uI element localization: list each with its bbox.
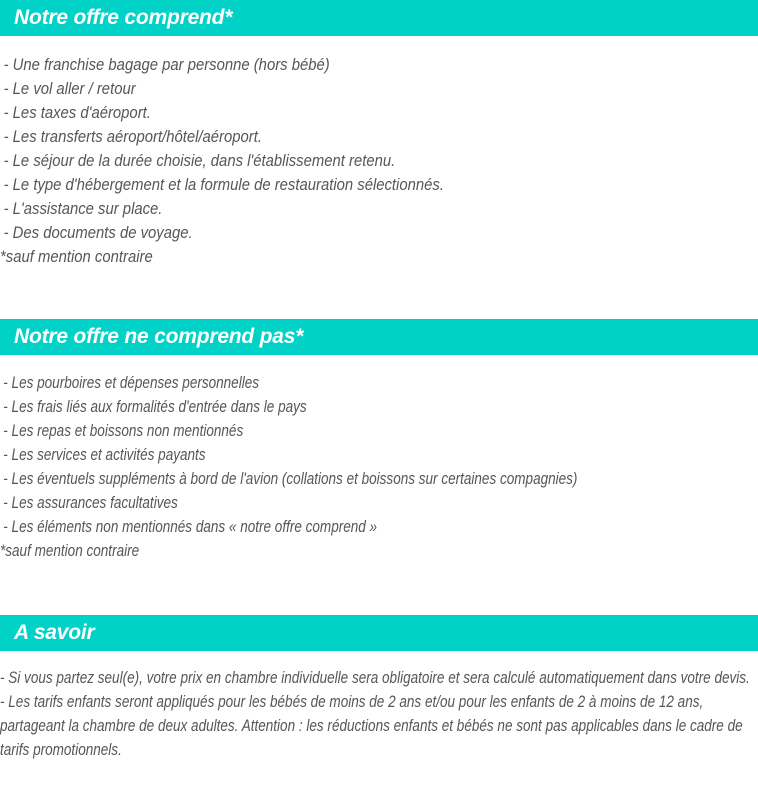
section-good-to-know	[0, 615, 758, 762]
list-item: - Les taxes d'aéroport.	[3, 104, 151, 122]
list-item: - Les pourboires et dépenses personnelles	[3, 374, 260, 392]
list-item: - Les repas et boissons non mentionnés	[3, 422, 244, 440]
list-item: - Des documents de voyage.	[3, 224, 193, 242]
footnote: *sauf mention contraire	[0, 542, 140, 560]
footnote: *sauf mention contraire	[0, 248, 153, 266]
list-item: - Les services et activités payants	[3, 446, 206, 464]
offer-includes-list	[0, 53, 758, 245]
list-item: - Les éléments non mentionnés dans « notre offre comprend »	[3, 518, 378, 536]
section-title: Notre offre comprend*	[14, 6, 233, 29]
list-item: - Une franchise bagage par personne (hors bébé)	[3, 56, 330, 74]
section-body	[0, 355, 758, 615]
section-offer-includes	[0, 0, 758, 319]
good-to-know-list	[0, 666, 758, 762]
list-item: - Le vol aller / retour	[3, 80, 136, 98]
list-item: - Les frais liés aux formalités d'entrée dans le pays	[3, 398, 307, 416]
section-title: A savoir	[14, 621, 95, 644]
section-header-bar	[0, 0, 758, 36]
list-item: - Le type d'hébergement et la formule de restauration sélectionnés.	[3, 176, 444, 194]
section-body	[0, 651, 758, 762]
list-item: - Si vous partez seul(e), votre prix en chambre individuelle sera obligatoire et sera calculé automatiquement dans votre devis.	[0, 669, 750, 687]
list-item: - Le séjour de la durée choisie, dans l'établissement retenu.	[3, 152, 396, 170]
section-title: Notre offre ne comprend pas*	[14, 325, 304, 348]
section-body	[0, 36, 758, 319]
list-item: - Les tarifs enfants seront appliqués pour les bébés de moins de 2 ans et/ou pour les enfants de 2 à moins de 12 ans, partageant la chambre de deux adultes. Attention : les réductions enfants et bébés ne sont pas applicables dans le cadre de tarifs promotionnels.	[0, 693, 743, 759]
section-header-bar	[0, 319, 758, 355]
section-header-bar	[0, 615, 758, 651]
list-item: - L'assistance sur place.	[3, 200, 163, 218]
list-item: - Les assurances facultatives	[3, 494, 178, 512]
offer-excludes-list	[0, 371, 758, 539]
list-item: - Les transferts aéroport/hôtel/aéroport.	[3, 128, 262, 146]
list-item: - Les éventuels suppléments à bord de l'avion (collations et boissons sur certaines compagnies)	[3, 470, 578, 488]
section-offer-excludes	[0, 319, 758, 615]
